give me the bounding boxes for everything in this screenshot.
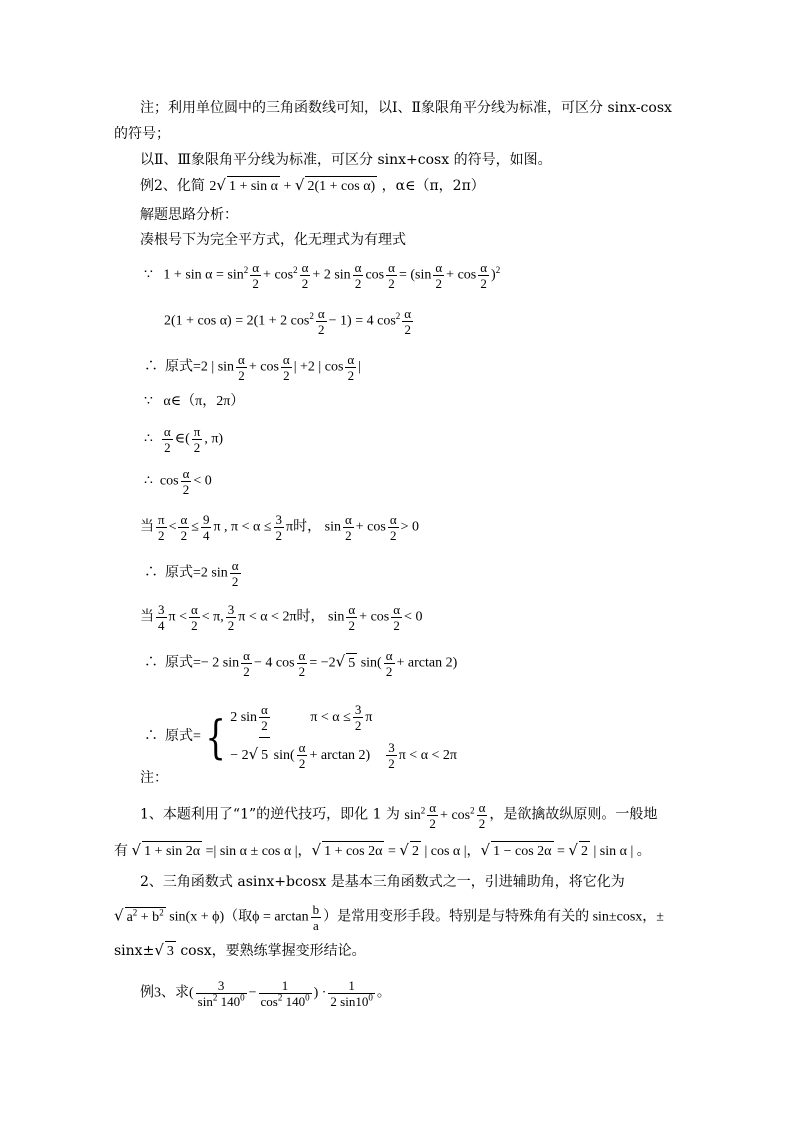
analysis-text-body: 凑根号下为完全平方式，化无理式为有理式 xyxy=(140,232,406,248)
yuanshi-label-2: 原式= xyxy=(165,565,201,581)
when-label: 当 xyxy=(140,519,154,535)
you-label: 有 xyxy=(114,844,128,859)
when-label-2: 当 xyxy=(140,609,154,625)
therefore-symbol-5: ∴ xyxy=(144,655,158,671)
example2-expression: 2√ 1 + sin α + √ 2(1 + cos α) xyxy=(209,179,377,194)
example3-label: 例3、求 xyxy=(140,985,189,1001)
analysis-text xyxy=(140,230,406,250)
step-10: ∴ 原式=− 2 sin $\frac{\alpha}{2}$ − 4 cos $\frac{\alpha}{2}$ = −2√ 5 sin( $\frac{\alpha}{2}$ + arctan 2) xyxy=(144,648,458,679)
note-intro-line1 xyxy=(140,98,672,118)
left-brace: { xyxy=(205,710,226,764)
therefore-symbol-2: ∴ xyxy=(144,431,153,447)
note2-line2: √ $a^2 + b^2$ sin(x + ϕ)（取ϕ = arctan $\frac{b}{a}$ ）是常用变形手段。特别是与特殊角有关的 sin±cosx，± xyxy=(114,902,664,933)
example2-label: 例2、化简 xyxy=(140,178,205,194)
note-label xyxy=(140,768,168,788)
note-intro-text-a: 注；利用单位圆中的三角函数线可知，以Ⅰ、Ⅱ象限角平分线为标准，可区分 sinx-cosx xyxy=(140,100,672,116)
analysis-title-text: 解题思路分析： xyxy=(140,207,238,223)
note-intro-text-c: 以Ⅱ、Ⅲ象限角平分线为标准，可区分 sinx+cosx 的符号，如图。 xyxy=(140,152,552,168)
case-1: 2 sin $\frac{\alpha}{2}$ π < α ≤ $\frac{3}{2}$ π xyxy=(230,702,373,734)
note2-line1 xyxy=(140,872,625,892)
qu-label: （取 xyxy=(224,909,253,925)
step-6: ∴ cos $\frac{\alpha}{2}$ < 0 xyxy=(144,466,212,497)
note-intro-line2 xyxy=(114,124,170,144)
example3-end: 。 xyxy=(376,985,391,1001)
note2-text-b: ）是常用变形手段。特别是与特殊角有关的 sin±cosx，± xyxy=(323,909,664,925)
therefore-symbol-3: ∴ xyxy=(144,473,153,489)
note1-line1: 1、本题利用了“1”的逆代技巧，即化 1 为 $\sin^2$ $\frac{\alpha}{2}$ + $\cos^2$ $\frac{\alpha}{2}$ ，是欲擒故纵原则。一般地 xyxy=(140,800,658,831)
note2-text-a: 2、三角函数式 asinx+bcosx 是基本三角函数式之一，引进辅助角，将它化为 xyxy=(140,874,625,890)
example2-domain: ，α∈（π，2π） xyxy=(381,178,485,194)
step-3: ∴ 原式=2 | sin $\frac{\alpha}{2}$ + cos $\frac{\alpha}{2}$ | +2 | cos $\frac{\alpha}{2}$ | xyxy=(144,352,362,383)
analysis-title xyxy=(140,205,238,225)
therefore-symbol-4: ∴ xyxy=(144,565,158,581)
because-symbol-2: ∵ xyxy=(144,394,153,409)
yuanshi-label: 原式= xyxy=(165,359,201,375)
note1-line2: 有 √ 1 + sin 2α =| sin α ± cos α |，√ 1 + cos 2α = √ 2 | cos α |，√ 1 − cos 2α = √ 2 | sin α | 。 xyxy=(114,840,651,862)
note2-text-c-post: cosx，要熟练掌握变形结论。 xyxy=(180,943,366,959)
step-5: ∴ $\frac{\alpha}{2}$ ∈( $\frac{\pi}{2}$ , π) xyxy=(144,424,224,455)
example2-line xyxy=(140,175,485,197)
because-symbol: ∵ xyxy=(144,267,153,283)
shi-label: 时， xyxy=(293,519,322,535)
case-2: − 2√ 5 sin( $\frac{\alpha}{2}$ + arctan 2) $\frac{3}{2}$ π < α < 2π xyxy=(230,736,457,774)
step-because-1: ∵ $1 + \sin \alpha = \sin^2$ $\frac{\alpha}{2}$ + $\cos^2$ $\frac{\alpha}{2}$ + 2 sin $\frac{\alpha}{2}$ cos $\frac{\alpha}{2}$ = (sin $\frac{\alpha}{2}$ + cos $\frac{\alpha}{2}$ )$^2$ xyxy=(144,260,501,291)
step-2: 2(1 + cos α) = 2(1 + 2 $\cos^2$ $\frac{\alpha}{2}$ − 1) = 4 $\cos^2$ $\frac{\alpha}{2}$ xyxy=(164,306,412,337)
therefore-symbol-6: ∴ xyxy=(144,729,158,745)
step-11-piecewise xyxy=(144,700,457,774)
yuanshi-label-4: 原式= xyxy=(165,729,201,745)
step-7: 当 $\frac{\pi}{2}$ < $\frac{\alpha}{2}$ ≤ $\frac{9}{4}$ π , π < α ≤ $\frac{3}{2}$ π时， sin $\frac{\alpha}{2}$ + cos $\frac{\alpha}{2}$ > 0 xyxy=(140,512,420,543)
note-label-text: 注： xyxy=(140,770,168,786)
note-intro-line3 xyxy=(140,150,552,170)
yuanshi-label-3: 原式= xyxy=(165,655,201,671)
note2-line3: sinx±√ 3 cosx，要熟练掌握变形结论。 xyxy=(114,940,366,962)
note2-text-c-pre: sinx± xyxy=(114,943,155,959)
note1-text-a: 1、本题利用了“1”的逆代技巧，即化 1 为 xyxy=(140,806,400,823)
step-4 xyxy=(144,392,244,412)
step-9: 当 $\frac{3}{4}$ π < $\frac{\alpha}{2}$ < π, $\frac{3}{2}$ π < α < 2π时， sin $\frac{\alpha}{2}$ + cos $\frac{\alpha}{2}$ < 0 xyxy=(140,602,423,633)
step-8: ∴ 原式=2 sin $\frac{\alpha}{2}$ xyxy=(144,558,239,589)
note-intro-text-b: 的符号； xyxy=(114,126,170,142)
piecewise-cases xyxy=(230,700,457,774)
shi-label-2: 时， xyxy=(296,609,325,625)
note1-text-b: ，是欲擒故纵原则。一般地 xyxy=(489,806,658,823)
therefore-symbol: ∴ xyxy=(144,359,158,375)
example3-line: 例3、求( $\frac{3}{\sin^2 140^0}$ − $\frac{1}{\cos^2 140^0}$ ) · $\frac{1}{2 \sin 10^0}$ 。 xyxy=(140,978,391,1009)
alpha-range: α∈（π，2π） xyxy=(163,394,245,409)
